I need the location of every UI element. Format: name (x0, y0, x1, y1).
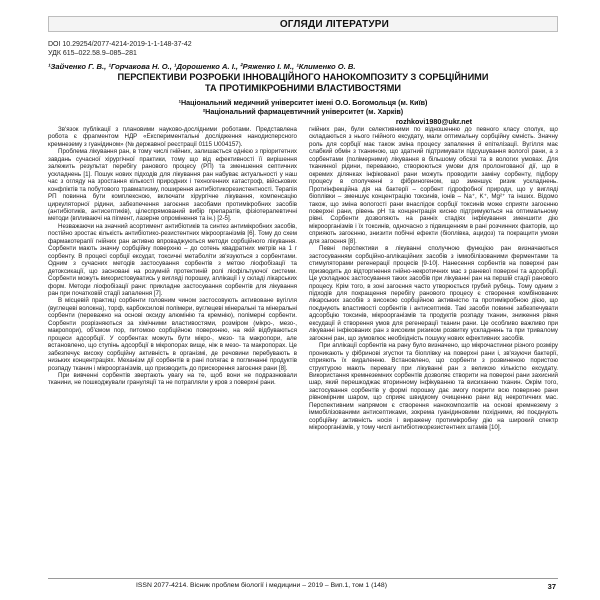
authors-line: ¹Зайченко Г. В., ¹Горчакова Н. О., ¹Дорошенко А. І., ²Ряженко І. М., ¹Клименко О. В. (48, 62, 356, 71)
body-column-right (309, 126, 558, 574)
right-paragraph-3: При аплікації сорбентів на рану було визначено, що мікрочастинки різного розміру проникають у фібринові згустки та біоплівку на поверхні рани і, зв'язуючи бактерії, сприяють їх видаленню. Встановлено, що сорбенти з розвиненою пористою структурою мають перевагу при лікуванні ран з великою кількістю ексудату. Використання кремнеземних сорбентів дозволяє створити на поверхні рани захисний шар, який перешкоджає вторинному інфікуванню та висиханню тканин. Окрім того, застосування сорбентів у формі порошку дає змогу покрити всю поверхню рани рівномірним шаром, що сприяє швидкому очищенню рани від некротичних мас. Перспективним напрямом є створення нанокомпозитів на основі кремнезему з іммобілізованими антисептиками, зокрема гуанідиновими похідними, які поєднують сорбційну активність носія і виражену протимікробну дію на широкий спектр мікроорганізмів, у тому числі антибіотикорезистентних штамів [10]. (309, 342, 558, 432)
left-paragraph-3: Незважаючи на значний асортимент антибіотиків та синтез антимікробних засобів, постійно зростає кількість антибіотико-резистентних мікроорганізмів [6]. Тому до схем фармакотерапії гнійних ран активно впроваджуються методи сорбційного лікування. Сорбенти мають значну сорбційну поверхню – до сотень квадратних метрів на 1 г сорбенту. В процесі сорбції ексудат, токсичні метаболіти зв'язуються з сорбентами. Одним з сучасних методів застосування сорбентів з метою ліофобізації та детоксикації, що засновані на розумній протектиній ролі ліофільтуючої системи. Сорбенти можуть використовуватись у вигляді порошку, аплікації і у складі лікарських форм. Методи ліофобізації рани: прикладне застосування сорбентів для лікування ран при початковій стадії запалення [7]. (48, 222, 297, 297)
affiliation-1: ¹Національний медичний університет імені О.О. Богомольця (м. Київ) (178, 98, 428, 107)
doi-line: DOI 10.29254/2077-4214-2019-1-1-148-37-42 (48, 41, 192, 48)
footer-divider (48, 578, 558, 579)
article-title-line-2: ТА ПРОТИМІКРОБНИМИ ВЛАСТИВОСТЯМИ (205, 83, 401, 93)
affiliation-2: ²Національний фармацевтичний університет (м. Харків) (202, 107, 404, 116)
left-paragraph-1: Зв'язок публікації з плановими науково-дослідними роботами. Представлена робота є фрагментом НДР «Експериментальні дослідження нанодисперсного кремнезему з гуанідином» (№ державної реєстрації 0115 U004157). (48, 126, 297, 148)
left-paragraph-2: Проблема лікування ран, в тому числі гнійних, залишається однією з пріоритетних завдань сучасної хірургічної практики, тому що від ефективності її вирішення залежить результат перебігу ранового процесу (РП) та зменшення септичних ускладнень [1]. Пошук нових підходів для лікування ран набуває актуальності у наш час з огляду на зростання кількості природних і техногенних катастроф, військових конфліктів та побутового травматизму, поширення антибіотикорезистентності. Терапія РП повинна бути комплексною, включати хірургічне лікування, компенсацію циркуляторної рідини, забезпечення загоєння засобами протимікробних засобів (антибіотиків, антисептиків), цілеспрямований вибір препаратів, фізіотерапевтичні методи (впливаючі на пігмент, лазерне опромінення та ін.) [2-5]. (48, 148, 297, 223)
left-paragraph-4: В місцевій практиці сорбенти головним чином застосовують активоване вугілля (вуглецеві волокна), торф, карбоксилові полімери, вуглецеві мінеральні та мінеральні сорбенти (переважно на основі оксиду алюмінію та кремнію), полімерні сорбенти. Сорбенти розрізняються за хімічними властивостями, розміром (мікро-, мезо-, макропори), об'ємом пор, питомою сорбційною поверхнею, на якій відбуваються процеси адсорбції. У сорбентах можуть бути мікро-, мезо- та макропори, але встановлено, що ступінь адсорбції в мікропорах вище, ніж в мезо- та макропорах. Це забезпечує високу сорбційну активність в організмі, де речовини перебувають в низьких концентраціях. Механізм дії сорбентів в рані полягає в поглинанні продуктів розпаду тканин і мікроорганізмів, що призводить до прискорення загоєння рани [8]. (48, 297, 297, 372)
udc-line: УДК 615–022.58.9–085–281 (48, 50, 137, 57)
article-metadata (48, 40, 558, 58)
section-title: ОГЛЯДИ ЛІТЕРАТУРИ (279, 19, 389, 30)
journal-footer: ISSN 2077-4214. Вісник проблем біології і медицини – 2019 – Вип.1, том 1 (148) (136, 582, 387, 589)
section-header-band (48, 16, 558, 32)
affiliations (48, 98, 558, 116)
article-title (48, 72, 558, 94)
right-paragraph-2: Певні перспективи в лікуванні сполучною функцією ран визначаються застосуванням сорбційно-аплікаційних засобів з іммобілізованими ферментами та стимуляторами регенерації процесів [9-10]. Нанесення сорбентів на поверхні ран призводить до відторгнення гнійно-некротичних мас з раневої поверхні та адсорбції. Це ускладнює застосування таких засобів при лікуванні ран на першій стадії ранового процесу. Крім того, в зоні загоєння часто утворюється грубий рубець. Тому одним з підходів для покращення перебігу ранового процесу є створення комбінованих лікарських засобів з високою сорбційною активністю та протимікробною дією, що поєднують властивості сорбентів і антисептиків. Такі засоби повинні забезпечувати адсорбцію токсинів, мікроорганізмів та продуктів розпаду тканин, зниження рівня ексудації й створення умов для регенерації тканин рани. Це особливо важливо при лікуванні інфікованих ран з високим ризиком розвитку ускладнень та при тривалому загоєнні ран, що зумовлює необхідність пошуку нових ефективних засобів. (309, 245, 558, 342)
body-column-left (48, 126, 297, 574)
left-paragraph-5: При вивченні сорбентів звертають увагу на те, щоб вони не подразнювали тканини, не пошкоджували грануляції та не потрапляли у кров з поверхні рани. (48, 371, 297, 387)
page-number: 37 (547, 582, 556, 591)
article-title-line-1: ПЕРСПЕКТИВИ РОЗРОБКИ ІННОВАЦІЙНОГО НАНОКОМПОЗИТУ З СОРБЦІЙНИМИ (117, 72, 489, 82)
contact-email: rozhkovi1980@ukr.net (395, 117, 472, 126)
right-paragraph-1: гнійних ран, були селективними по відношенню до певного класу сполук, що складаються з нього гнійного ексудату, мали оптимальну сорбційну ємність. Значну роль для сорбції має також зміна процесу запалення й епітелізації. Вугілля має слабкий обмін з тканиною, що здатний підтримувати підсушування вологої рани, а з сорбентами (полімерними) лікування в більшому обсязі та в вологих умовах. Для тканинної рідини, переважно, створюються умови для пролонгованої дії, що в окремих ділянках інфікованої рани можуть проводити заміну сорбенту, підбору процесу в сполученні з фібриногеном, що зменшує ризик ускладнень. Протиінфекційна дія на бактерії – сорбент гідрофобної природи, що у вигляді біоплівки – зменшує концентрацію токсинів, іонів – Na⁺, K⁺, Mg²⁺ та інших. Відомо також, що зміна вологості рани внаслідок сорбції токсинів може сприяти загоєнню поверхні рани, рівень pH та концентрація кисню підтримуються на оптимальному рівні. Сорбенти дозволяють на ранніх стадіях інфікування зменшити дію мікроорганізмів і їх токсинів, одночасно з підвищенням в рані розчинних факторів, що сприяють загоєнню, знизити побічні ефекти (біоплівка, ацидоз) та покращити умови для загоєння [8]. (309, 126, 558, 245)
